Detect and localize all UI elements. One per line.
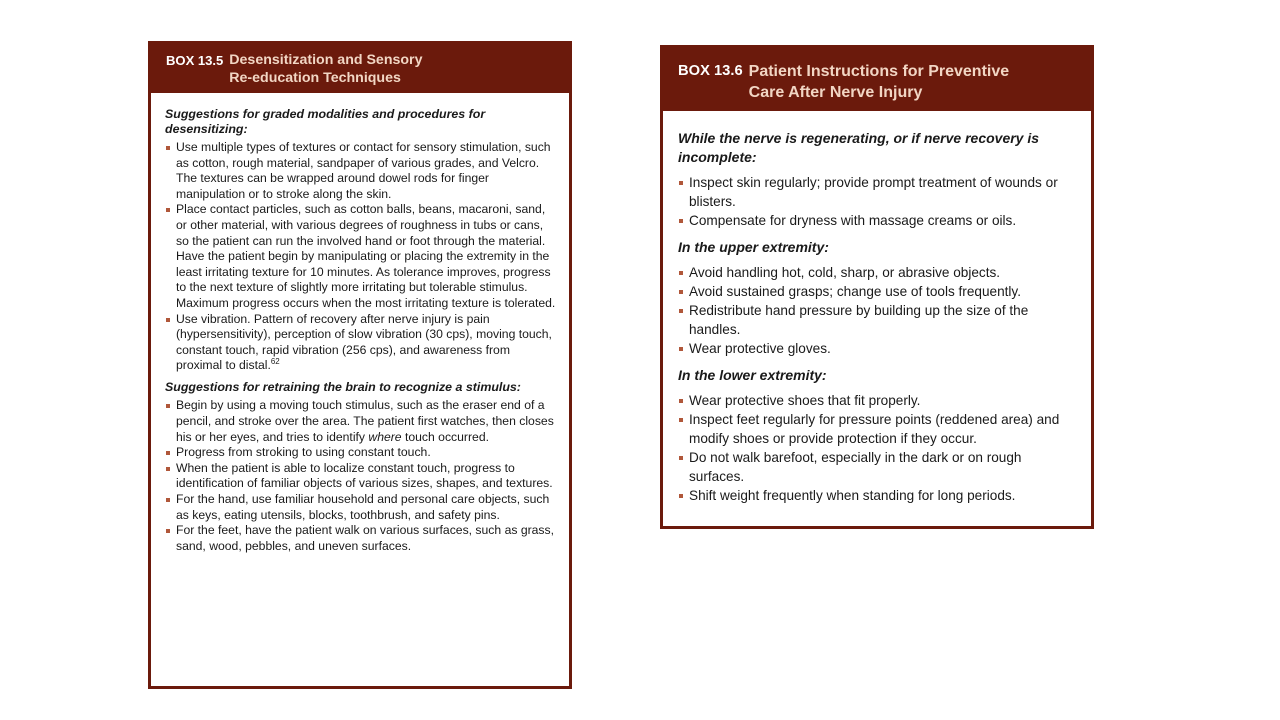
list-item: Inspect feet regularly for pressure points (reddened area) and modify shoes or provide protection if they occur. — [678, 410, 1079, 448]
box-13-5 — [148, 41, 572, 689]
list-item-text: touch occurred. — [401, 429, 489, 444]
list-item: Compensate for dryness with massage creams or oils. — [678, 211, 1079, 230]
section-heading: Suggestions for retraining the brain to recognize a stimulus: — [165, 379, 521, 394]
list-item-text: Begin by using a moving touch stimulus, such as the eraser end of a pencil, and stroke over the area. The patient first watches, then closes his or her eyes, and tries to identify — [176, 398, 554, 444]
list-item: For the hand, use familiar household and personal care objects, such as keys, eating utensils, blocks, toothbrush, and safety pins. — [165, 492, 557, 523]
bullet-list — [678, 391, 1079, 505]
list-item: Place contact particles, such as cotton balls, beans, macaroni, sand, or other material, with various degrees of roughness in tubs or cans, so the patient can run the involved hand or foot through the material. Have the patient begin by manipulating or placing the extremity in the least irritating texture for 10 minutes. As tolerance improves, progress to the next texture of slightly more irritating but tolerable stimulus. Maximum progress occurs when the most irritating texture is tolerated. — [165, 202, 557, 311]
box-number: BOX 13.5 — [166, 53, 224, 68]
list-item — [165, 398, 557, 445]
list-item-text: Use vibration. Pattern of recovery after nerve injury is pain (hypersensitivity), perception of slow vibration (30 cps), moving touch, constant touch, rapid vibration (256 cps), and awareness from proximal to distal. — [176, 311, 552, 373]
section-heading: In the upper extremity: — [678, 239, 829, 255]
box-body — [151, 93, 569, 554]
list-item: Avoid handling hot, cold, sharp, or abrasive objects. — [678, 263, 1079, 282]
bullet-list — [165, 398, 557, 554]
list-item: Wear protective shoes that fit properly. — [678, 391, 1079, 410]
bullet-list — [678, 263, 1079, 358]
list-item: Wear protective gloves. — [678, 339, 1079, 358]
box-title: Patient Instructions for Preventive Care After Nerve Injury — [748, 63, 1010, 101]
footnote-reference: 62 — [270, 357, 280, 367]
list-item: Progress from stroking to using constant touch. — [165, 445, 557, 461]
list-item: Use multiple types of textures or contact for sensory stimulation, such as cotton, rough material, sandpaper of various grades, and Velcro. The textures can be wrapped around dowel rods for finger manipulation or to stroke along the skin. — [165, 140, 557, 202]
section-heading: Suggestions for graded modalities and procedures for desensitizing: — [165, 107, 486, 136]
section-heading: While the nerve is regenerating, or if nerve recovery is incomplete: — [678, 130, 1040, 165]
list-item: For the feet, have the patient walk on various surfaces, such as grass, sand, wood, pebbles, and uneven surfaces. — [165, 523, 557, 554]
list-item: Redistribute hand pressure by building up the size of the handles. — [678, 301, 1079, 339]
box-13-6 — [660, 45, 1094, 529]
list-item: Avoid sustained grasps; change use of tools frequently. — [678, 282, 1079, 301]
list-item: Shift weight frequently when standing for long periods. — [678, 486, 1079, 505]
box-number: BOX 13.6 — [678, 63, 743, 79]
box-header — [663, 48, 1091, 111]
bullet-list — [165, 140, 557, 374]
box-title: Desensitization and Sensory Re-education Techniques — [229, 52, 423, 86]
emphasis-word: where — [368, 429, 402, 444]
list-item: Inspect skin regularly; provide prompt treatment of wounds or blisters. — [678, 173, 1079, 211]
list-item: Do not walk barefoot, especially in the dark or on rough surfaces. — [678, 448, 1079, 486]
bullet-list — [678, 173, 1079, 230]
section-heading: In the lower extremity: — [678, 367, 827, 383]
box-header — [151, 44, 569, 93]
box-body — [663, 111, 1091, 505]
list-item: When the patient is able to localize constant touch, progress to identification of familiar objects of various sizes, shapes, and textures. — [165, 461, 557, 492]
list-item — [165, 312, 557, 374]
